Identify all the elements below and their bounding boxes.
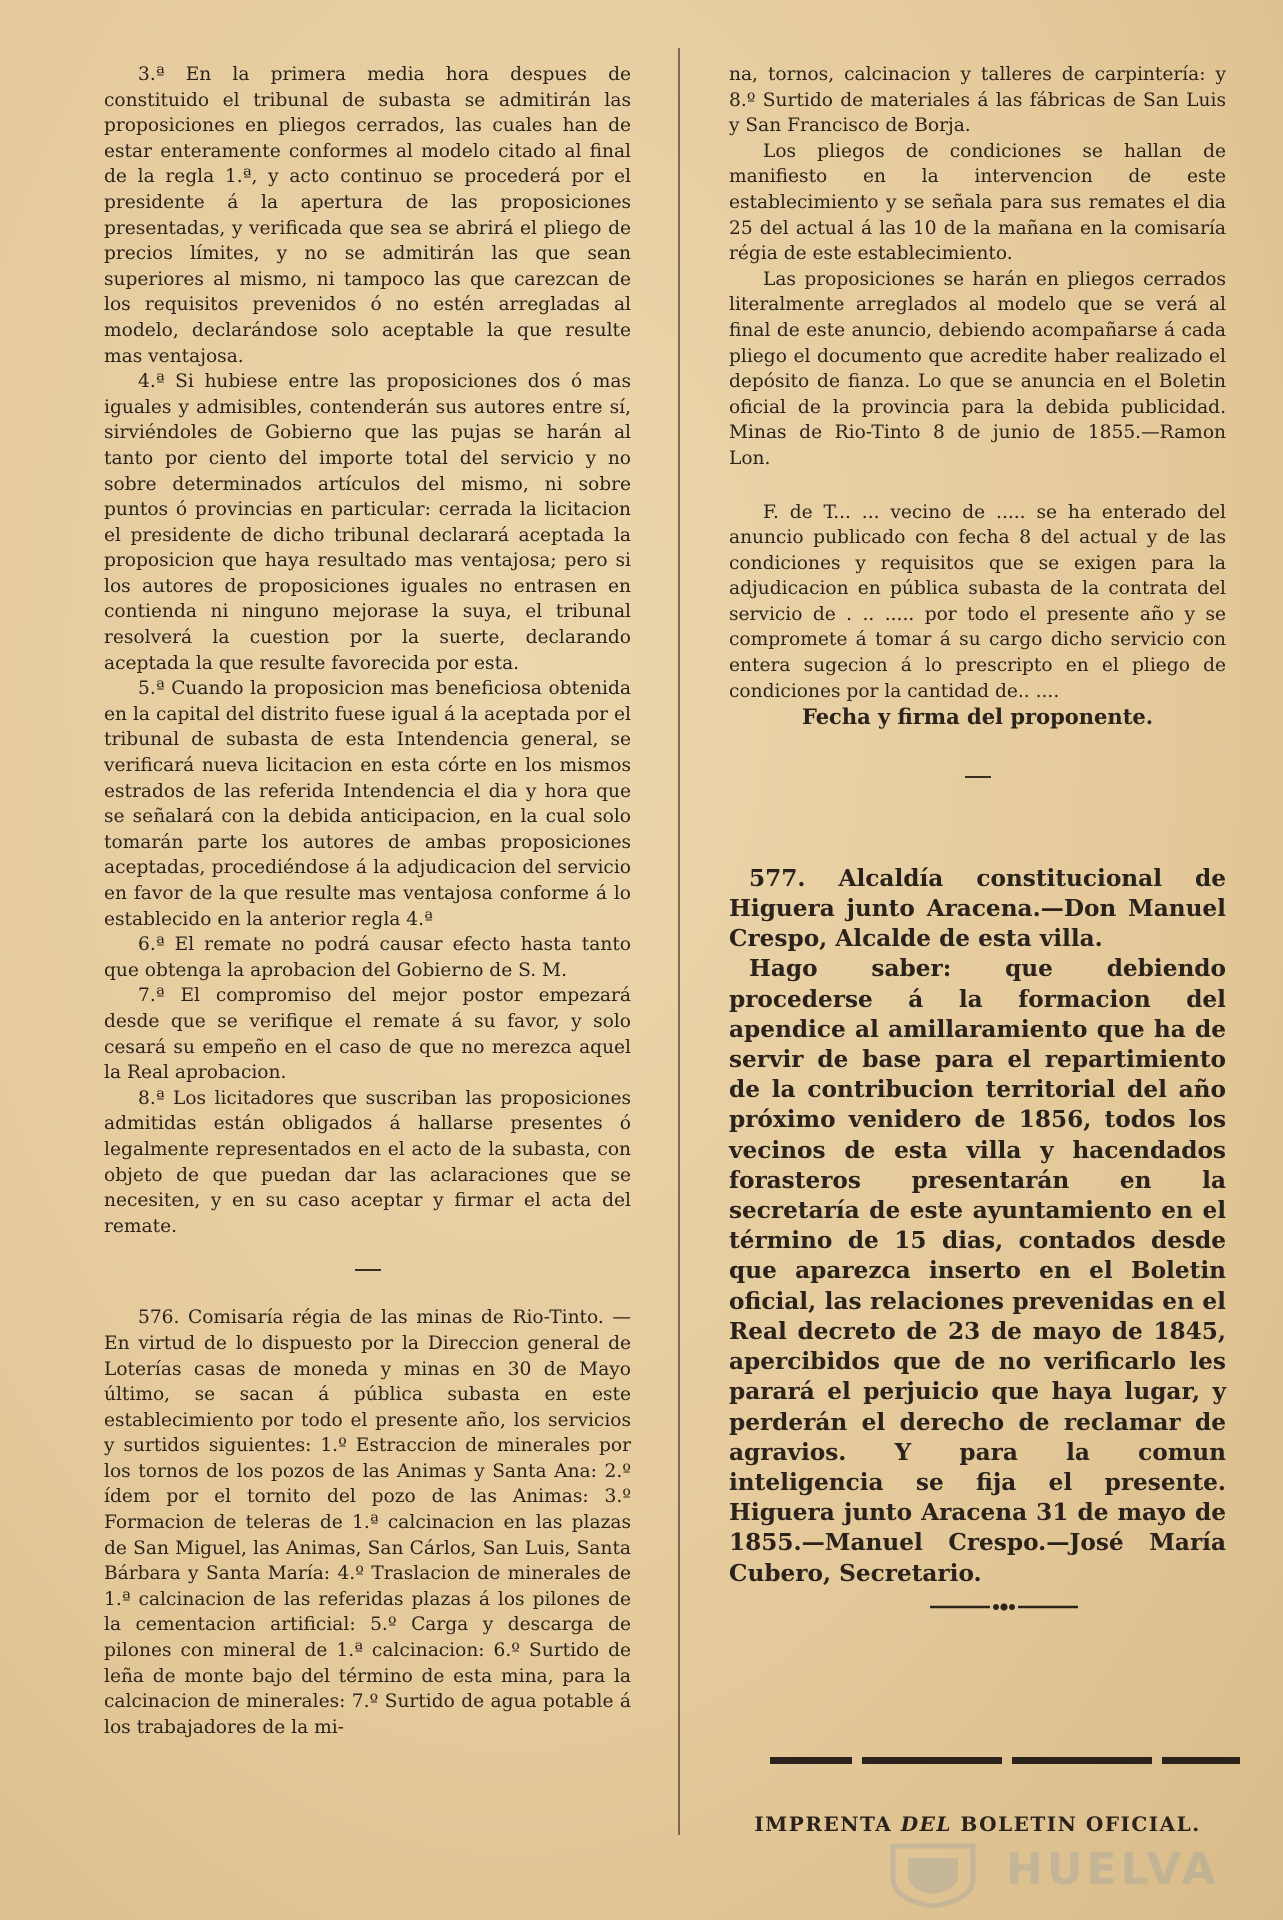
proposal-signature-line: Fecha y firma del proponente. <box>801 704 1154 730</box>
huelva-watermark <box>878 1838 1218 1908</box>
right-column <box>729 62 1226 1589</box>
rule-7-paragraph: 7.ª El compromiso del mejor postor empezará desde que se verifique el remate á su favor, y solo cesará su empeño en el caso de que no merezca aquel la Real aprobacion. <box>104 985 631 1084</box>
ornament-divider-icon <box>930 1601 1078 1613</box>
imprint-line: IMPRENTA DEL BOLETIN OFICIAL. <box>754 1812 1201 1836</box>
watermark-text: HUELVA <box>1006 1844 1220 1895</box>
rule-5-paragraph: 5.ª Cuando la proposicion mas beneficiosa obtenida en la capital del distrito fuese igual á la aceptada por el tribunal de subasta de esta Intendencia general, se verificará nueva licitacion en esta córte en los mismos estrados de las referida Intendencia el dia y hora que se señalará con la debida anticipacion, en la cual solo tomarán parte los autores de ambas proposiciones aceptadas, procediéndose á la adjudicacion del servicio en favor de la que resulte mas ventajosa conforme á lo establecido en la anterior regla 4.ª <box>104 678 631 930</box>
proposal-model <box>729 500 1226 730</box>
rule-6-paragraph: 6.ª El remate no podrá causar efecto hasta tanto que obtenga la aprobacion del Gobierno de S. M. <box>104 934 631 981</box>
left-column <box>104 62 631 1740</box>
notice-577-heading: 577. Alcaldía constitucional de Higuera junto Aracena.—Don Manuel Crespo, Alcalde de esta villa. <box>729 864 1226 953</box>
section-divider <box>355 1269 381 1271</box>
notice-577 <box>729 864 1226 1589</box>
rule-3-paragraph: 3.ª En la primera media hora despues de constituido el tribunal de subasta se admitirán las proposiciones en pliegos cerrados, las cuales han de estar enteramente conformes al modelo citado al final de la regla 1.ª, y acto continuo se procederá por el presidente á la apertura de las proposiciones presentadas, y verificada que sea se abrirá el pliego de precios límites, y no se admitirán las que sean superiores al mismo, ni tampoco las que carezcan de los requisitos prevenidos ó no estén arregladas al modelo, declarándose solo aceptable la que resulte mas ventajosa. <box>104 64 631 367</box>
section-divider <box>965 776 991 778</box>
rule-4-paragraph: 4.ª Si hubiese entre las proposiciones dos ó mas iguales y admisibles, contenderán sus autores entre sí, sirviéndoles de Gobierno que las pujas se harán al tanto por ciento del importe total del servicio y no sobre determinados artículos del mismo, ni sobre puntos ó provincias en particular: cerrada la licitacion el presidente de dicho tribunal declarará aceptada la proposicion que haya resultado mas ventajosa; pero si los autores de proposiciones iguales no entrasen en contienda ni ninguno mejorase la suya, el tribunal resolverá la cuestion por la suerte, declarando aceptada la que resulte favorecida por esta. <box>104 371 631 674</box>
notice-576: 576. Comisaría régia de las minas de Rio-Tinto. —En virtud de lo dispuesto por la Direccion general de Loterías casas de moneda y minas en 30 de Mayo último, se sacan á pública subasta en este establecimiento por todo el presente año, los servicios y surtidos siguientes: 1.º Estraccion de minerales por los tornos de los pozos de las Animas y Santa Ana: 2.º ídem por el tornito del pozo de las Animas: 3.º Formacion de teleras de 1.ª calcinacion en las plazas de San Miguel, las Animas, San Cárlos, San Luis, Santa Bárbara y Santa María: 4.º Traslacion de minerales de 1.ª calcinacion de las referidas plazas á los pilones de la cementacion artificial: 5.º Carga y descarga de pilones con mineral de 1.ª calcinacion: 6.º Surtido de leña de monte bajo del término de esta mina, para la calcinacion de minerales: 7.º Surtido de agua potable á los trabajadores de la mi- <box>104 1307 631 1738</box>
proposals-paragraph: Las proposiciones se harán en pliegos cerrados literalmente arreglados al modelo que se verá al final de este anuncio, debiendo acompañarse á cada pliego el documento que acredite haber realizado el depósito de fianza. Lo que se anuncia en el Boletin oficial de la provincia para la debida publicidad. Minas de Rio-Tinto 8 de junio de 1855.—Ramon Lon. <box>729 268 1226 469</box>
rule-8-paragraph: 8.ª Los licitadores que suscriban las proposiciones admitidas están obligados á hallarse presentes ó legalmente representados en el acto de la subasta, con objeto de que puedan dar las aclaraciones que se necesiten, y en su caso aceptar y firmar el acta del remate. <box>104 1087 631 1237</box>
notice-577-body: Hago saber: que debiendo procederse á la formacion del apendice al amillaramiento que ha de servir de base para el repartimiento de la contribucion territorial del año próximo venidero de 1856, todos los vecinos de esta villa y hacendados forasteros presentarán en la secretaría de este ayuntamiento en el término de 15 dias, contados desde que aparezca inserto en el Boletin oficial, las relaciones prevenidas en el Real decreto de 23 de mayo de 1845, apercibidos que de no verificarlo les parará el perjuicio que haya lugar, y perderán el derecho de reclamar de agravios. Y para la comun inteligencia se fija el presente. Higuera junto Aracena 31 de mayo de 1855.—Manuel Crespo.—José María Cubero, Secretario. <box>729 955 1226 1587</box>
proposal-model-text: F. de T... ... vecino de ..... se ha enterado del anuncio publicado con fecha 8 del actual y de las condiciones y requisitos que se exigen para la adjudicacion en pública subasta de la contrata del servicio de . .. ..... por todo el presente año y se compromete á tomar á su cargo dicho servicio con entera sugecion á lo prescripto en el pliego de condiciones por la cantidad de.. .... <box>729 501 1226 702</box>
crest-icon <box>878 1838 988 1908</box>
conditions-paragraph: Los pliegos de condiciones se hallan de manifiesto en la intervencion de este establecimiento y se señala para sus remates el dia 25 del actual á las 10 de la mañana en la comisaría régia de este establecimiento. <box>729 140 1226 265</box>
closing-rules <box>770 1757 1240 1767</box>
column-divider <box>678 48 680 1835</box>
notice-576-continuation: na, tornos, calcinacion y talleres de carpintería: y 8.º Surtido de materiales á las fábricas de San Luis y San Francisco de Borja. <box>729 64 1226 137</box>
